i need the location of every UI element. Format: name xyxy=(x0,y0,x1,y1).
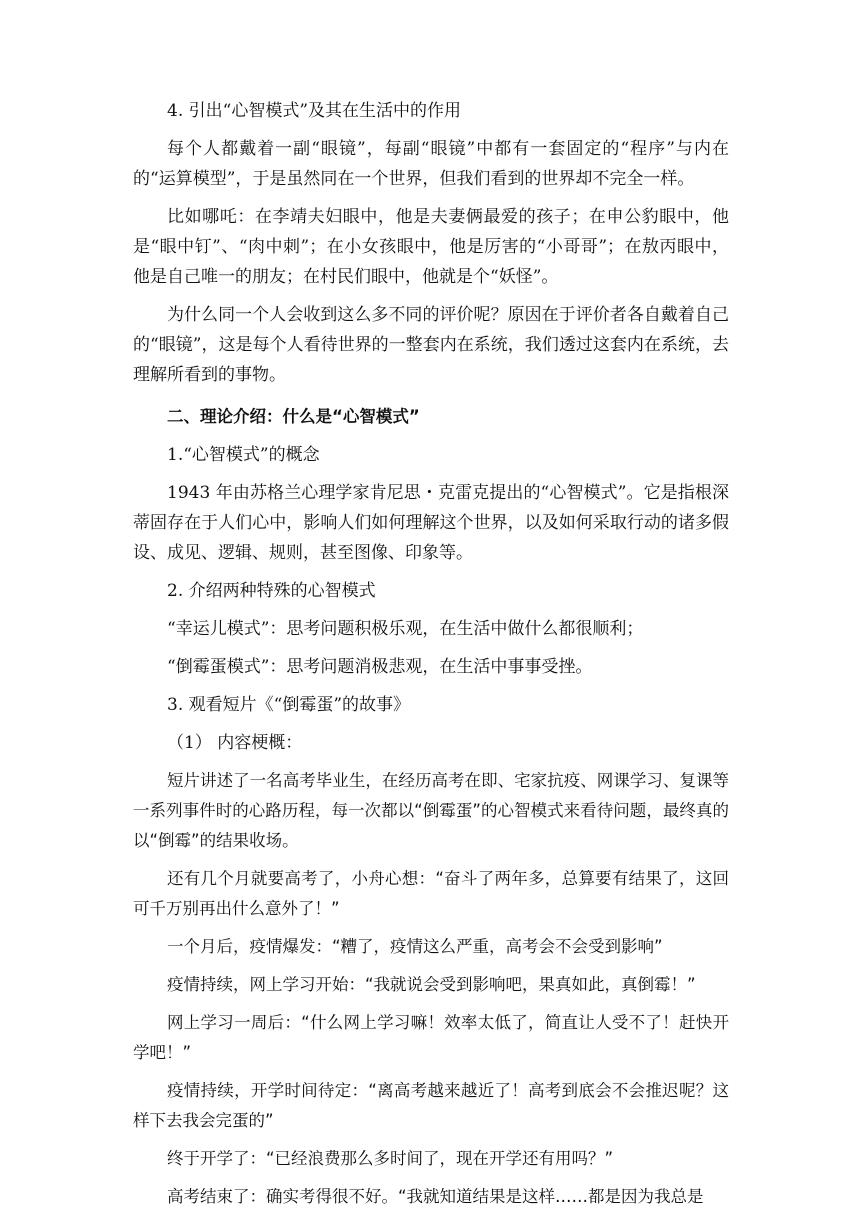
sub-2-title: 2. 介绍两种特殊的心智模式 xyxy=(167,581,376,601)
paragraph-evaluation: 为什么同一个人会收到这么多不同的评价呢？原因在于评价者各自戴着自己的“眼镜”，这是每个人看待世界的一整套内在系统，我们透过这套内在系统，去理解所看到的事物。 xyxy=(133,305,729,385)
story-paragraph: 高考结束了：确实考得很不好。“我就知道结果是这样……都是因为我总是 xyxy=(167,1187,704,1206)
paragraph-mental-model-definition: 1943 年由苏格兰心理学家肯尼思・克雷克提出的“心智模式”。它是指根深蒂固存在于人们心中，影响人们如何理解这个世界，以及如何采取行动的诸多假设、成见、逻辑、规则，甚至图像、印象等。 xyxy=(133,483,729,563)
lucky-mode-text: “幸运儿模式”：思考问题积极乐观，在生活中做什么都很顺利； xyxy=(167,619,644,639)
item-4-title: 4. 引出“心智模式”及其在生活中的作用 xyxy=(167,101,462,121)
story-paragraph: 终于开学了：“已经浪费那么多时间了，现在开学还有用吗？” xyxy=(167,1149,614,1168)
sub-3-title: 3. 观看短片《“倒霉蛋”的故事》 xyxy=(167,695,411,715)
story-paragraph: 短片讲述了一名高考毕业生，在经历高考在即、宅家抗疫、网课学习、复课等一系列事件时的心路历程，每一次都以“倒霉蛋”的心智模式来看待问题，最终真的以“倒霉”的结果收场。 xyxy=(133,771,729,850)
document-body xyxy=(133,96,729,1212)
paragraph-nezha: 比如哪吒：在李靖夫妇眼中，他是夫妻俩最爱的孩子；在申公豹眼中，他是“眼中钉”、“肉中刺”；在小女孩眼中，他是厉害的“小哥哥”；在敖丙眼中，他是自己唯一的朋友；在村民们眼中，他就是个“妖怪”。 xyxy=(133,207,729,287)
summary-label: （1） 内容梗概： xyxy=(167,733,303,753)
sub-1-title: 1.“心智模式”的概念 xyxy=(167,445,320,465)
story-paragraph: 网上学习一周后：“什么网上学习嘛！效率太低了，简直让人受不了！赶快开学吧！” xyxy=(133,1013,729,1062)
story-paragraph: 一个月后，疫情爆发：“糟了，疫情这么严重，高考会不会受到影响” xyxy=(167,937,663,956)
story-paragraph: 疫情持续，网上学习开始：“我就说会受到影响吧，果真如此，真倒霉！” xyxy=(167,975,696,994)
section-2-heading: 二、理论介绍：什么是“心智模式” xyxy=(167,407,420,426)
unlucky-mode-text: “倒霉蛋模式”：思考问题消极悲观，在生活中事事受挫。 xyxy=(167,657,593,677)
story-paragraph: 还有几个月就要高考了，小舟心想：“奋斗了两年多，总算要有结果了，这回可千万别再出什么意外了！” xyxy=(133,869,729,918)
story-paragraph: 疫情持续，开学时间待定：“离高考越来越近了！高考到底会不会推迟呢？这样下去我会完蛋的” xyxy=(133,1081,729,1130)
paragraph-glasses: 每个人都戴着一副“眼镜”，每副“眼镜”中都有一套固定的“程序”与内在的“运算模型”，于是虽然同在一个世界，但我们看到的世界却不完全一样。 xyxy=(133,139,729,189)
